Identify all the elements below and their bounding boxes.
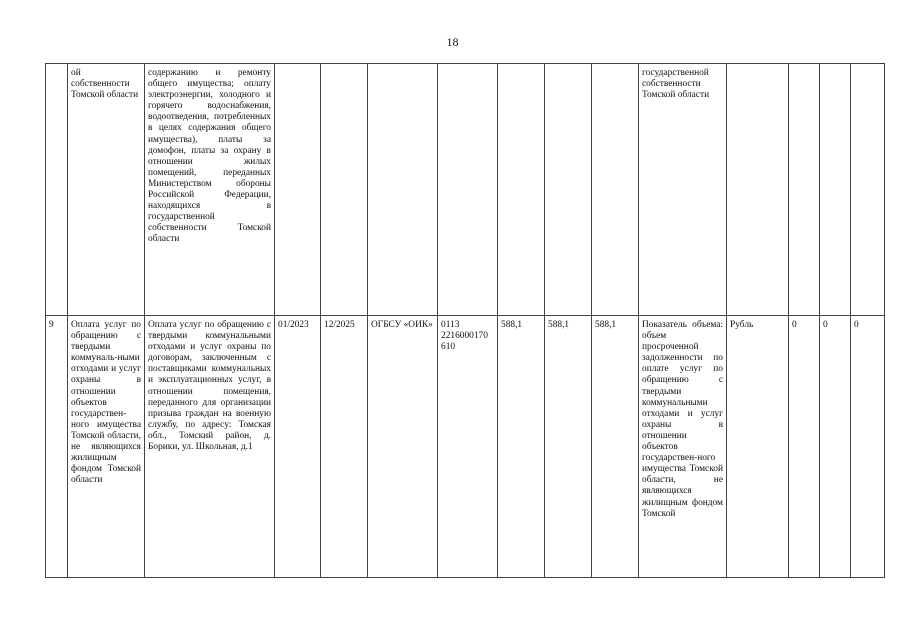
amount-year-2-cell — [545, 64, 592, 316]
measure-name-cell: ой собственности Томской области — [68, 64, 145, 316]
amount-year-3-cell — [592, 64, 639, 316]
indicator-year-1-cell: 0 — [789, 316, 820, 578]
amount-year-2-cell: 588,1 — [545, 316, 592, 578]
measure-description-cell: содержанию и ремонту общего имущества; оплату электроэнергии, холодного и горячего водоснабжения, водоотведения, потребленных в целях содержания общего имущества), платы за домофон, платы за охрану в отношении жилых помещений, переданных Министерством обороны Российской Федерации, находящихся в государственной собственности Томской области — [145, 64, 275, 316]
amount-year-1-cell: 588,1 — [498, 316, 545, 578]
row-number-cell — [46, 64, 68, 316]
measure-name-cell: Оплата услуг по обращению с твердыми коммуналь-ными отходами и услуг охраны в отношении объектов государствен-ного имущества Томской области, не являющихся жилищным фондом Томской области — [68, 316, 145, 578]
end-period-cell: 12/2025 — [321, 316, 368, 578]
start-period-cell — [275, 64, 321, 316]
indicator-cell: государственной собственности Томской области — [639, 64, 727, 316]
budget-code-cell: 0113 2216000170 610 — [438, 316, 498, 578]
page-number: 18 — [446, 35, 459, 49]
amount-year-3-cell: 588,1 — [592, 316, 639, 578]
measure-description-cell: Оплата услуг по обращению с твердыми коммунальными отходами и услуг охраны по договорам, заключенным с поставщиками коммунальных и эксплуатационных услуг, в отношении помещения, переданного для организации призыва граждан на военную службу, по адресу: Томская обл., Томский район, д. Борики, ул. Школьная, д.1 — [145, 316, 275, 578]
indicator-year-2-cell: 0 — [820, 316, 851, 578]
executor-cell: ОГБСУ «ОИК» — [368, 316, 438, 578]
indicator-year-3-cell: 0 — [851, 316, 885, 578]
unit-cell: Рубль — [727, 316, 789, 578]
indicator-year-2-cell — [820, 64, 851, 316]
indicator-cell: Показатель объема: объем просроченной задолженности по оплате услуг по обращению с твердыми коммунальными отходами и услуг охраны в отношении объектов государствен-ного имущества Томской области, не являющихся жилищным фондом Томской — [639, 316, 727, 578]
end-period-cell — [321, 64, 368, 316]
executor-cell — [368, 64, 438, 316]
amount-year-1-cell — [498, 64, 545, 316]
unit-cell — [727, 64, 789, 316]
indicator-year-3-cell — [851, 64, 885, 316]
program-table — [45, 63, 885, 578]
table-row — [46, 316, 885, 578]
table-row — [46, 64, 885, 316]
start-period-cell: 01/2023 — [275, 316, 321, 578]
budget-code-cell — [438, 64, 498, 316]
row-number-cell: 9 — [46, 316, 68, 578]
indicator-year-1-cell — [789, 64, 820, 316]
